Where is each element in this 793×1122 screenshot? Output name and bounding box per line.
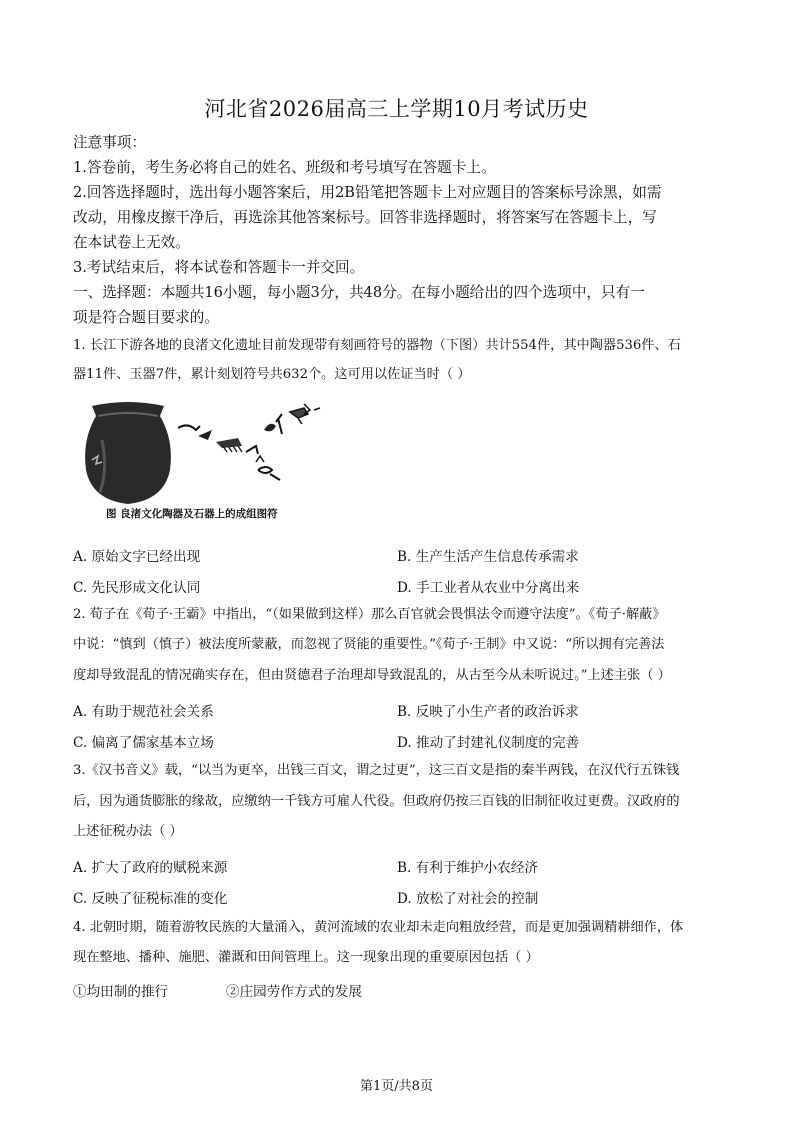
question-2-text: 2. 荀子在《荀子·王霸》中指出，“（如果做到这样）那么百官就会畏惧法令而遵守法度”。《荀子·解蔽》 bbox=[73, 607, 666, 622]
question-3-text: 上述征税办法（ ） bbox=[73, 824, 183, 839]
question-2-text: 度却导致混乱的情况确实存在，但由贤德君子治理却导致混乱的，从古至今从未听说过。”上述主张（ ） bbox=[73, 668, 671, 683]
question-2-option-b[interactable]: B. 反映了小生产者的政治诉求 bbox=[397, 704, 579, 720]
question-1-option-b[interactable]: B. 生产生活产生信息传承需求 bbox=[397, 549, 579, 565]
question-1-text: 器11件、玉器7件，累计刻划符号共632个。这可用以佐证当时（ ） bbox=[73, 367, 471, 382]
question-3-option-b[interactable]: B. 有利于维护小农经济 bbox=[397, 860, 538, 876]
question-2-text: 中说：“慎到（慎子）被法度所蒙蔽，而忽视了贤能的重要性。”《荀子·王制》中又说：“所以拥有完善法 bbox=[73, 637, 665, 652]
question-4-item-1: ①均田制的推行 bbox=[73, 984, 169, 1000]
question-3-option-c[interactable]: C. 反映了征税标准的变化 bbox=[73, 891, 228, 907]
question-4-text: 现在整地、播种、施肥、灌溉和田间管理上。这一现象出现的重要原因包括（ ） bbox=[73, 950, 539, 965]
figure-caption: 图 良渚文化陶器及石器上的成组图符 bbox=[106, 508, 278, 520]
liangzhu-artifact-figure bbox=[78, 400, 328, 520]
notice-item: 在本试卷上无效。 bbox=[73, 234, 190, 251]
question-4-text: 4. 北朝时期，随着游牧民族的大量涌入，黄河流域的农业却未走向粗放经营，而是更加强调精耕细作，体 bbox=[73, 920, 684, 935]
question-1-option-a[interactable]: A. 原始文字已经出现 bbox=[73, 549, 201, 565]
section-heading-cont: 项是符合题目要求的。 bbox=[73, 309, 219, 326]
page-footer: 第1页/共8页 bbox=[360, 1079, 433, 1094]
notice-heading: 注意事项： bbox=[73, 134, 146, 151]
question-3-text: 3.《汉书音义》载，“以当为更卒，出钱三百文，谓之过更”，这三百文是指的秦半两钱，在汉代行五铢钱 bbox=[73, 763, 680, 778]
question-1-text: 1. 长江下游各地的良渚文化遗址目前发现带有刻画符号的器物（下图）共计554件，其中陶器536件、石 bbox=[73, 338, 681, 353]
page-title: 河北省2026届高三上学期10月考试历史 bbox=[204, 97, 589, 121]
question-3-option-a[interactable]: A. 扩大了政府的赋税来源 bbox=[73, 860, 228, 876]
question-2-option-a[interactable]: A. 有助于规范社会关系 bbox=[73, 704, 214, 720]
question-4-item-2: ②庄园劳作方式的发展 bbox=[226, 984, 362, 1000]
section-heading: 一、选择题：本题共16小题，每小题3分，共48分。在每小题给出的四个选项中，只有一 bbox=[73, 284, 645, 301]
question-2-option-c[interactable]: C. 偏离了儒家基本立场 bbox=[73, 735, 214, 751]
question-3-option-d[interactable]: D. 放松了对社会的控制 bbox=[397, 891, 539, 907]
question-1-option-c[interactable]: C. 先民形成文化认同 bbox=[73, 580, 201, 596]
pottery-and-symbols-image bbox=[78, 400, 328, 510]
notice-item: 3.考试结束后，将本试卷和答题卡一并交回。 bbox=[73, 259, 365, 276]
question-3-text: 后，因为通货膨胀的缘故，应缴纳一千钱方可雇人代役。但政府仍按三百钱的旧制征收过更费。汉政府的 bbox=[73, 794, 680, 809]
notice-item: 1.答卷前，考生务必将自己的姓名、班级和考号填写在答题卡上。 bbox=[73, 159, 496, 176]
notice-item: 2.回答选择题时，选出每小题答案后，用2B铅笔把答题卡上对应题目的答案标号涂黑，如需 bbox=[73, 184, 662, 201]
notice-item: 改动，用橡皮擦干净后，再选涂其他答案标号。回答非选择题时，将答案写在答题卡上，写 bbox=[73, 209, 657, 226]
question-1-option-d[interactable]: D. 手工业者从农业中分离出来 bbox=[397, 580, 580, 596]
question-2-option-d[interactable]: D. 推动了封建礼仪制度的完善 bbox=[397, 735, 580, 751]
